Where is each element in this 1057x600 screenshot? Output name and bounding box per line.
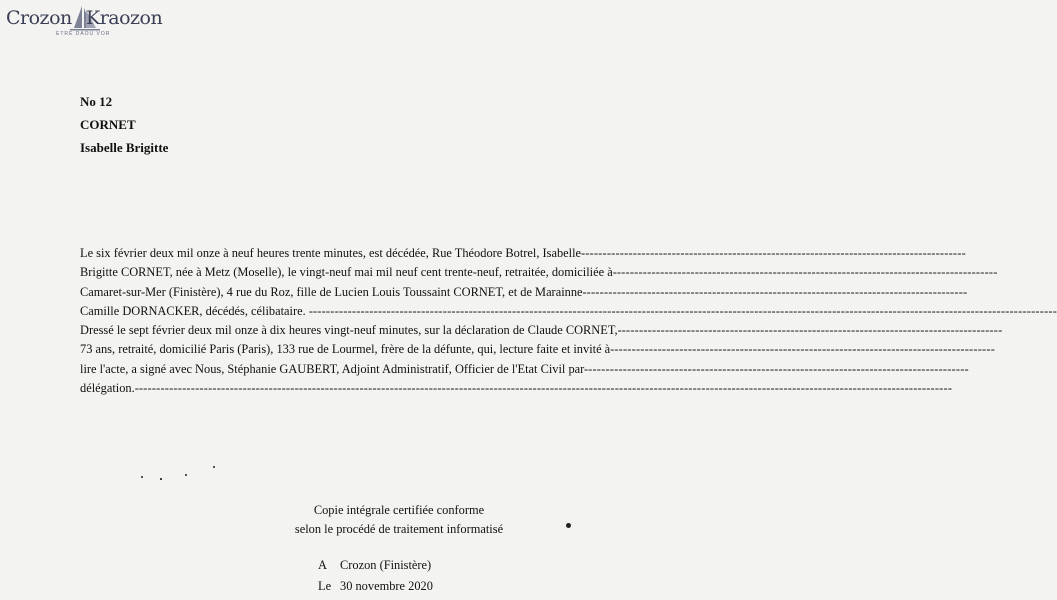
- act-line: Dressé le sept février deux mil onze à dix heures vingt-neuf minutes, sur la déclaration de Claude CORNET,- ----------------------------------------------------------------------------------------: [80, 321, 680, 340]
- issue-date: 30 novembre 2020: [340, 579, 433, 593]
- place-label: A: [318, 558, 327, 572]
- dash-fill: ----------------------------------------------------------------------------------------: [586, 284, 968, 299]
- logo-text-left: Crozon: [6, 7, 72, 29]
- act-body: [80, 244, 1057, 398]
- certification-block: [274, 501, 524, 539]
- act-line: Le six février deux mil onze à neuf heures trente minutes, est décédée, Rue Théodore Botrel, Isabelle- ----------------------------------------------------------------------------------------: [80, 244, 680, 263]
- act-line: Brigitte CORNET, née à Metz (Moselle), le vingt-neuf mai mil neuf cent trente-neuf, retraitée, domiciliée à- ----------------------------------------------------------------------------------------: [80, 263, 680, 282]
- act-given-names: Isabelle Brigitte: [80, 140, 169, 155]
- scan-speck: [213, 466, 215, 468]
- certification-line-1: Copie intégrale certifiée conforme: [313, 503, 485, 517]
- dash-fill: ----------------------------------------------------------------------------------------: [585, 246, 966, 260]
- scan-speck: [566, 523, 571, 528]
- act-line: 73 ans, retraité, domicilié Paris (Paris), 133 rue de Lourmel, frère de la défunte, qui, lecture faite et invité à- ----------------------------------------------------------------------------------------: [80, 340, 680, 359]
- date-label: Le: [318, 579, 332, 593]
- dash-fill: ----------------------------------------------------------------------------------------: [616, 265, 998, 280]
- act-line: lire l'acte, a signé avec Nous, Stéphanie GAUBERT, Adjoint Administratif, Officier de l'Etat Civil par- ----------------------------------------------------------------------------------------: [80, 360, 680, 379]
- act-number: No 12: [80, 94, 113, 109]
- dash-fill: --------------------------------------------------------------------------------------------------------------------------------------------------------------------------------------------: [138, 381, 953, 396]
- act-line: délégation.- --------------------------------------------------------------------------------------------------------------------------------------------------------------------------------------------: [80, 379, 670, 398]
- dash-fill: ----------------------------------------------------------------------------------------------------------------------------------------------------------------------------: [312, 303, 1057, 318]
- dash-fill: ----------------------------------------------------------------------------------------: [614, 342, 996, 357]
- act-line: Camille DORNACKER, décédés, célibataire. - ----------------------------------------------------------------------------------------------------------------------------------------------------------------------------: [80, 302, 680, 321]
- dash-fill: ----------------------------------------------------------------------------------------: [588, 361, 969, 376]
- act-surname: CORNET: [80, 117, 136, 132]
- act-line: Camaret-sur-Mer (Finistère), 4 rue du Roz, fille de Lucien Louis Toussaint CORNET, et de Marainne- ----------------------------------------------------------------------------------------: [80, 283, 680, 302]
- certification-line-2: selon le procédé de traitement informatisé: [294, 522, 504, 536]
- crozon-logo: [4, 4, 164, 38]
- logo-text-right: Kraozon: [86, 7, 163, 29]
- issue-place: Crozon (Finistère): [340, 558, 432, 572]
- issue-place-date: [318, 555, 433, 597]
- scan-speck: [141, 476, 143, 478]
- act-header: [80, 90, 168, 159]
- scan-speck: [160, 478, 162, 480]
- scan-speck: [185, 474, 187, 476]
- dash-fill: ----------------------------------------------------------------------------------------: [621, 323, 1003, 338]
- logo-tagline: ETRE DAOU VOR: [56, 31, 111, 37]
